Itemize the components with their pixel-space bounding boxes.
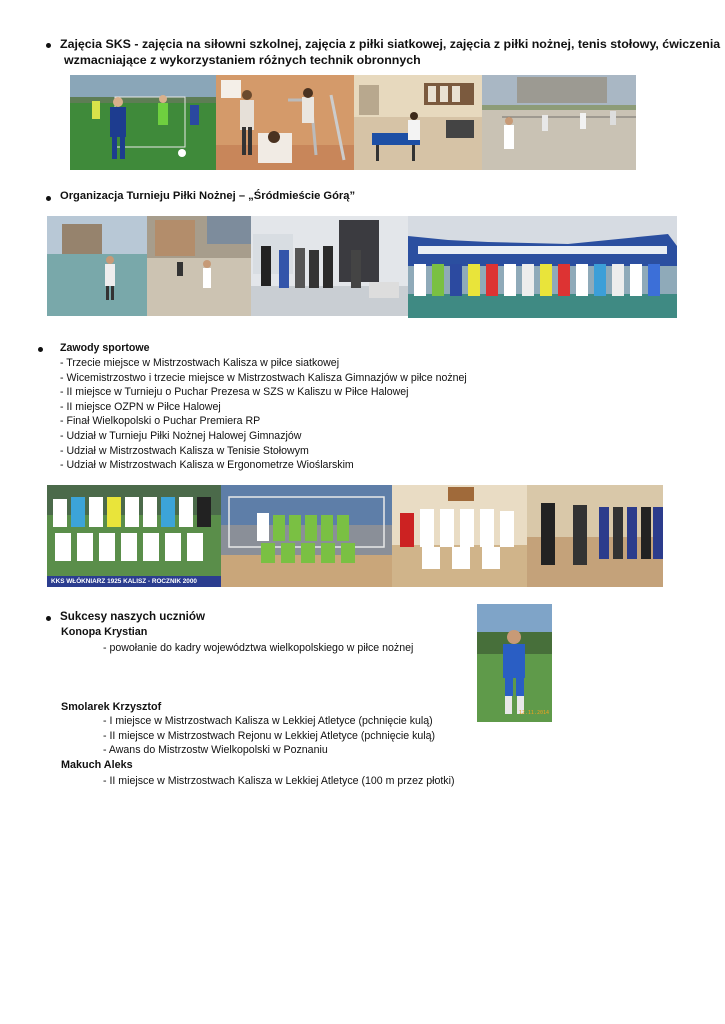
student-achievement: - I miejsce w Mistrzostwach Kalisza w Lekkiej Atletyce (pchnięcie kulą) [103, 715, 433, 727]
bullet-sks [46, 43, 51, 48]
competition-item: - Finał Wielkopolski o Puchar Premiera RP [60, 415, 261, 428]
photo-team-indoor [392, 485, 527, 587]
section-successes-title: Sukcesy naszych uczniów [60, 610, 205, 623]
section-tournament-title: Organizacja Turnieju Piłki Nożnej – „Śródmieście Górą” [60, 190, 356, 202]
bullet-successes [46, 616, 51, 621]
competition-item: - Trzecie miejsce w Mistrzostwach Kalisza w piłce siatkowej [60, 357, 340, 369]
competition-item: - Udział w Mistrzostwach Kalisza w Ergonometrze Wioślarskim [60, 459, 354, 472]
photo-date-stamp: 12.11.2014 [518, 710, 549, 716]
student-achievements-list [103, 714, 435, 758]
section-competitions-title: Zawody sportowe [60, 342, 150, 354]
competition-item: - II miejsce OZPN w Piłce Halowej [60, 400, 221, 413]
photo-gym-1 [216, 75, 354, 170]
student-achievement: - II miejsce w Mistrzostwach Kalisza w Lekkiej Atletyce (100 m przez płotki) [103, 775, 455, 787]
section-sks-title-line1: Zajęcia SKS - zajęcia na siłowni szkolnej, zajęcia z piłki siatkowej, zajęcia z piłki nożnej, tenis stołowy, ćwiczenia [60, 37, 721, 51]
competitions-list [60, 356, 467, 473]
photo-tournament-team [408, 216, 677, 318]
photo-tournament-field [47, 216, 147, 316]
photo-beach-volleyball [482, 75, 636, 170]
photo-table-tennis [354, 75, 482, 170]
student-name: Smolarek Krzysztof [61, 701, 162, 713]
section-sks-title-line2: wzmacniające z wykorzystaniem różnych technik obronnych [64, 53, 421, 67]
bullet-competitions [38, 347, 43, 352]
photo-football-training [70, 75, 216, 170]
photo-tournament-ceremony [251, 216, 408, 316]
photo-team-futsal [221, 485, 392, 587]
competition-item: - Udział w Turnieju Piłki Nożnej Halowej Gimnazjów [60, 429, 302, 442]
competition-item: - Udział w Mistrzostwach Kalisza w Tenisie Stołowym [60, 444, 309, 457]
competition-item: - Wicemistrzostwo i trzecie miejsce w Mistrzostwach Kalisza Gimnazjów w piłce nożnej [60, 371, 467, 384]
photo-caption: KKS WŁÓKNIARZ 1925 KALISZ - ROCZNIK 2000 [47, 576, 221, 587]
student-achievement: - Awans do Mistrzostw Wielkopolski w Poznaniu [103, 744, 328, 757]
photo-team-kks [47, 485, 221, 587]
photo-award-ceremony [527, 485, 663, 587]
student-name: Makuch Aleks [61, 759, 133, 771]
student-achievement: - powołanie do kadry województwa wielkopolskiego w piłce nożnej [103, 642, 414, 654]
student-achievement: - II miejsce w Mistrzostwach Rejonu w Lekkiej Atletyce (pchnięcie kulą) [103, 729, 436, 742]
bullet-tournament [46, 196, 51, 201]
photo-tournament-sand [147, 216, 251, 316]
competition-item: - II miejsce w Turnieju o Puchar Prezesa w SZS w Kaliszu w Piłce Halowej [60, 386, 409, 399]
photo-student-portrait [477, 604, 552, 722]
student-name: Konopa Krystian [61, 626, 148, 638]
